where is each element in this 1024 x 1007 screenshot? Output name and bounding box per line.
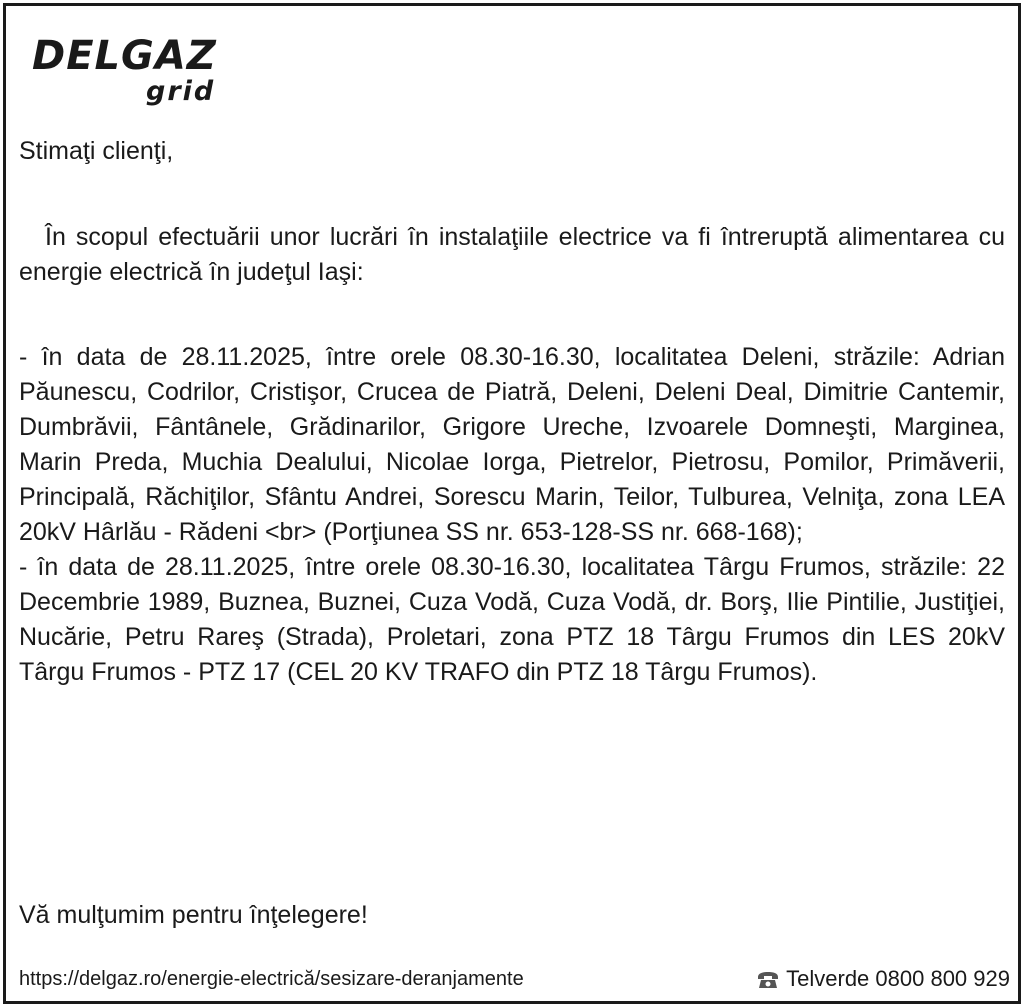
telephone-icon [756,969,780,989]
logo-brand: DELGAZ [32,33,217,79]
delgaz-grid-logo [32,32,232,112]
outage-report-link[interactable]: https://delgaz.ro/energie-electrică/sesizare-deranjamente [19,968,524,990]
outage-item-targu-frumos: - în data de 28.11.2025, între orele 08.30-16.30, localitatea Târgu Frumos, străzile: 22 Decembrie 1989, Buznea, Buznei, Cuza Vodă, Cuza Vodă, dr. Borş, Ilie Pintilie, Justiţiei, Nucărie, Petru Rareş (Strada), Proletari, zona PTZ 18 Târgu Frumos din LES 20kV Târgu Frumos - PTZ 17 (CEL 20 KV TRAFO din PTZ 18 Târgu Frumos). [19,553,1005,686]
phone-number: Telverde 0800 800 929 [786,966,1010,991]
phone-contact [756,965,1010,993]
greeting: Stimaţi clienţi, [19,137,174,165]
outage-item-deleni: - în data de 28.11.2025, între orele 08.30-16.30, localitatea Deleni, străzile: Adrian Păunescu, Codrilor, Cristişor, Crucea de Piatră, Deleni, Deleni Deal, Dimitrie Cantemir, Dumbrăvii, Fântânele, Grădinarilor, Grigore Ureche, Izvoarele Domneşti, Marginea, Marin Preda, Muchia Dealului, Nicolae Iorga, Pietrelor, Pietrosu, Pomilor, Primăverii, Principală, Răchiţilor, Sfântu Andrei, Sorescu Marin, Teilor, Tulburea, Velniţa, zona LEA 20kV Hârlău - Rădeni <br> (Porţiunea SS nr. 653-128-SS nr. 668-168); [19,343,1005,546]
thanks-message: Vă mulţumim pentru înţelegere! [19,901,368,929]
outage-list [19,340,1005,690]
intro-paragraph: În scopul efectuării unor lucrări în instalaţiile electrice va fi întreruptă alimentarea cu energie electrică în judeţul Iaşi: [19,223,1005,286]
logo-sub: grid [146,76,216,107]
